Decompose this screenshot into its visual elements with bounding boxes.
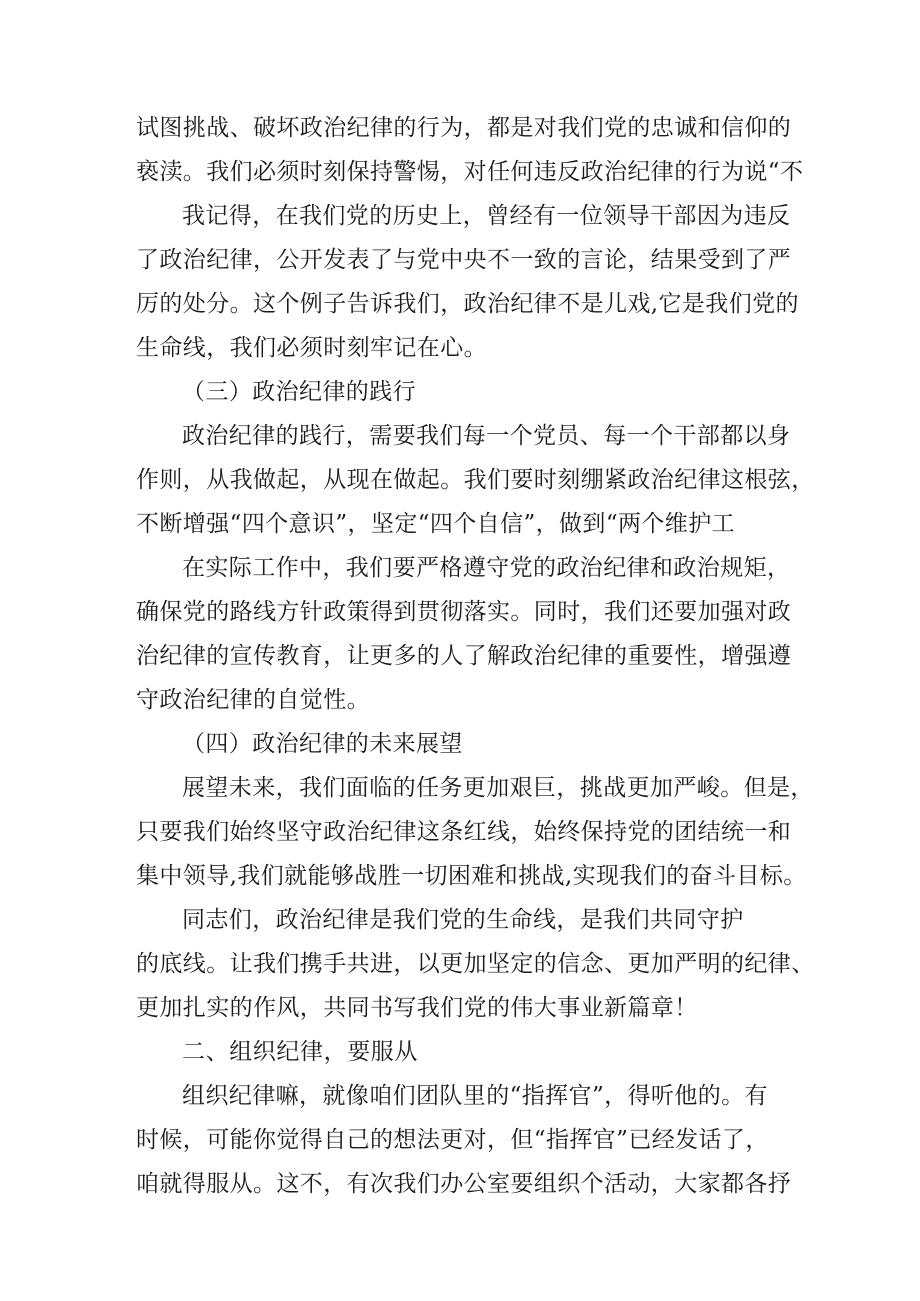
section-heading: （四）政治纪律的未来展望	[182, 731, 463, 757]
paragraph-line: 政治纪律的践行，需要我们每一个党员、每一个干部都以身	[182, 423, 791, 449]
paragraph-line: 确保党的路线方针政策得到贯彻落实。同时，我们还要加强对政	[136, 599, 792, 625]
paragraph-line: 厉的处分。这个例子告诉我们，政治纪律不是儿戏,它是我们党的	[136, 291, 799, 317]
paragraph-line: 同志们，政治纪律是我们党的生命线，是我们共同守护	[182, 907, 744, 933]
paragraph-line: 我记得，在我们党的历史上，曾经有一位领导干部因为违反	[182, 203, 791, 229]
paragraph-line: 治纪律的宣传教育，让更多的人了解政治纪律的重要性，增强遵	[136, 643, 792, 669]
paragraph-line: 咱就得服从。这不，有次我们办公室要组织个活动，大家都各抒	[136, 1171, 792, 1197]
paragraph-line: 试图挑战、破坏政治纪律的行为，都是对我们党的忠诚和信仰的	[136, 115, 792, 141]
section-heading: （三）政治纪律的践行	[182, 379, 416, 405]
paragraph-line: 的底线。让我们携手共进，以更加坚定的信念、更加严明的纪律、	[136, 951, 815, 977]
paragraph-line: 生命线，我们必须时刻牢记在心。	[136, 335, 487, 361]
paragraph-line: 更加扎实的作风，共同书写我们党的伟大事业新篇章！	[136, 995, 698, 1021]
paragraph-line: 了政治纪律，公开发表了与党中央不一致的言论，结果受到了严	[136, 247, 792, 273]
paragraph-line: 亵渎。我们必须时刻保持警惕，对任何违反政治纪律的行为说“不	[136, 159, 804, 185]
chapter-heading: 二、组织纪律，要服从	[182, 1039, 418, 1065]
paragraph-line: 集中领导,我们就能够战胜一切困难和挑战,实现我们的奋斗目标。	[136, 863, 807, 889]
paragraph-line: 时候，可能你觉得自己的想法更对，但“指挥官”已经发话了，	[136, 1127, 769, 1153]
paragraph-line: 不断增强“四个意识”，坚定“四个自信”，做到“两个维护工	[136, 511, 735, 537]
paragraph-line: 作则，从我做起，从现在做起。我们要时刻绷紧政治纪律这根弦，	[136, 467, 815, 493]
paragraph-line: 守政治纪律的自觉性。	[136, 687, 370, 713]
paragraph-line: 组织纪律嘛，就像咱们团队里的“指挥官”，得听他的。有	[182, 1083, 768, 1109]
paragraph-line: 在实际工作中，我们要严格遵守党的政治纪律和政治规矩，	[182, 555, 791, 581]
paragraph-line: 只要我们始终坚守政治纪律这条红线，始终保持党的团结统一和	[136, 819, 792, 845]
paragraph-line: 展望未来，我们面临的任务更加艰巨，挑战更加严峻。但是，	[182, 775, 814, 801]
